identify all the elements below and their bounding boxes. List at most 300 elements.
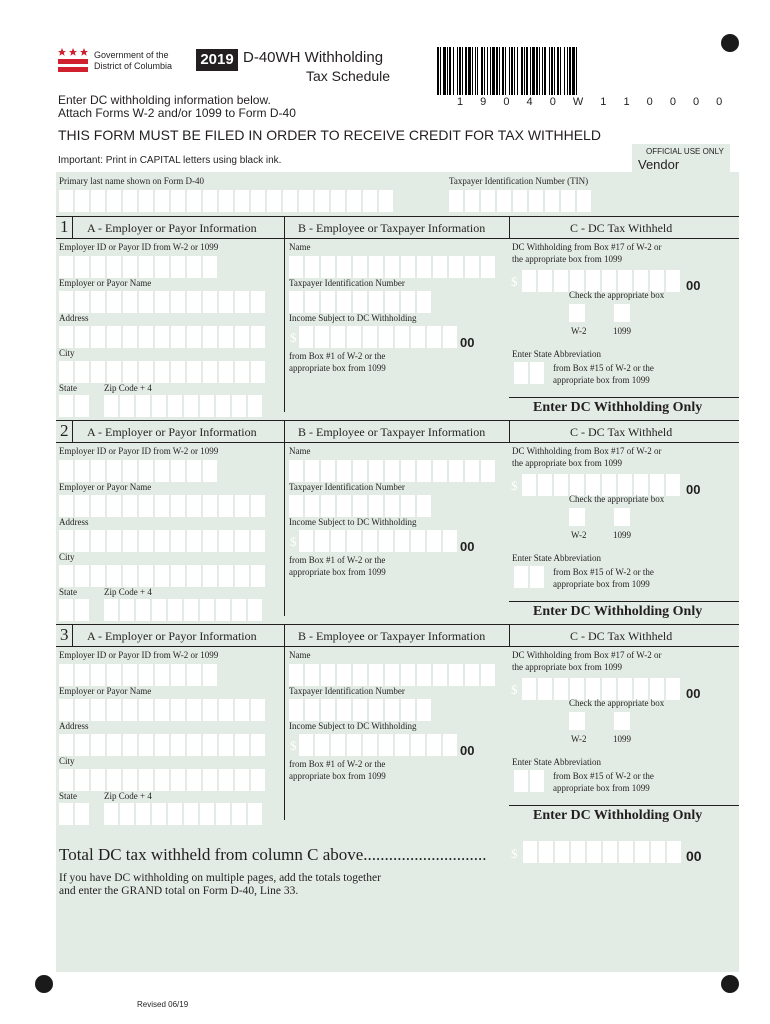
char-box[interactable] [155, 699, 169, 721]
char-box[interactable] [232, 395, 246, 417]
dc-withheld-input[interactable] [522, 474, 680, 496]
char-box[interactable] [219, 291, 233, 313]
char-box[interactable] [443, 734, 457, 756]
char-box[interactable] [155, 326, 169, 348]
char-box[interactable] [219, 699, 233, 721]
char-box[interactable] [305, 699, 319, 721]
char-box[interactable] [59, 664, 73, 686]
char-box[interactable] [91, 664, 105, 686]
char-box[interactable] [514, 362, 528, 384]
char-box[interactable] [107, 291, 121, 313]
char-box[interactable] [168, 599, 182, 621]
char-box[interactable] [232, 803, 246, 825]
char-box[interactable] [289, 664, 303, 686]
char-box[interactable] [321, 699, 335, 721]
char-box[interactable] [171, 734, 185, 756]
employer-name-input[interactable] [59, 495, 265, 517]
char-box[interactable] [385, 495, 399, 517]
char-box[interactable] [315, 190, 329, 212]
char-box[interactable] [522, 474, 536, 496]
char-box[interactable] [634, 678, 648, 700]
address-input[interactable] [59, 734, 265, 756]
char-box[interactable] [171, 530, 185, 552]
char-box[interactable] [75, 395, 89, 417]
char-box[interactable] [123, 291, 137, 313]
char-box[interactable] [427, 734, 441, 756]
char-box[interactable] [200, 599, 214, 621]
char-box[interactable] [538, 474, 552, 496]
char-box[interactable] [395, 530, 409, 552]
char-box[interactable] [59, 460, 73, 482]
char-box[interactable] [305, 495, 319, 517]
char-box[interactable] [353, 699, 367, 721]
char-box[interactable] [120, 599, 134, 621]
char-box[interactable] [59, 699, 73, 721]
char-box[interactable] [75, 599, 89, 621]
char-box[interactable] [187, 664, 201, 686]
dc-withheld-input[interactable] [522, 678, 680, 700]
char-box[interactable] [433, 460, 447, 482]
char-box[interactable] [417, 699, 431, 721]
char-box[interactable] [203, 495, 217, 517]
char-box[interactable] [155, 495, 169, 517]
char-box[interactable] [91, 460, 105, 482]
char-box[interactable] [379, 734, 393, 756]
char-box[interactable] [650, 474, 664, 496]
char-box[interactable] [385, 291, 399, 313]
char-box[interactable] [152, 599, 166, 621]
state-abbrev-input[interactable] [514, 566, 544, 588]
char-box[interactable] [417, 495, 431, 517]
char-box[interactable] [107, 565, 121, 587]
char-box[interactable] [187, 495, 201, 517]
char-box[interactable] [184, 395, 198, 417]
city-input[interactable] [59, 769, 265, 791]
char-box[interactable] [136, 803, 150, 825]
char-box[interactable] [363, 326, 377, 348]
char-box[interactable] [155, 190, 169, 212]
taxpayer-name-input[interactable] [289, 664, 495, 686]
char-box[interactable] [235, 326, 249, 348]
char-box[interactable] [417, 460, 431, 482]
char-box[interactable] [91, 734, 105, 756]
char-box[interactable] [395, 734, 409, 756]
char-box[interactable] [411, 326, 425, 348]
char-box[interactable] [363, 734, 377, 756]
char-box[interactable] [385, 664, 399, 686]
char-box[interactable] [522, 678, 536, 700]
char-box[interactable] [251, 530, 265, 552]
char-box[interactable] [248, 599, 262, 621]
char-box[interactable] [315, 530, 329, 552]
char-box[interactable] [634, 270, 648, 292]
char-box[interactable] [171, 326, 185, 348]
char-box[interactable] [91, 530, 105, 552]
char-box[interactable] [171, 664, 185, 686]
char-box[interactable] [289, 291, 303, 313]
char-box[interactable] [619, 841, 633, 863]
state-abbrev-input[interactable] [514, 770, 544, 792]
char-box[interactable] [139, 190, 153, 212]
char-box[interactable] [305, 664, 319, 686]
char-box[interactable] [369, 699, 383, 721]
char-box[interactable] [417, 291, 431, 313]
zip-input[interactable] [104, 599, 262, 621]
char-box[interactable] [385, 256, 399, 278]
char-box[interactable] [123, 190, 137, 212]
char-box[interactable] [618, 474, 632, 496]
char-box[interactable] [251, 734, 265, 756]
zip-input[interactable] [104, 803, 262, 825]
char-box[interactable] [299, 326, 313, 348]
char-box[interactable] [200, 395, 214, 417]
char-box[interactable] [171, 460, 185, 482]
city-input[interactable] [59, 565, 265, 587]
taxpayer-name-input[interactable] [289, 460, 495, 482]
char-box[interactable] [667, 841, 681, 863]
char-box[interactable] [449, 190, 463, 212]
char-box[interactable] [123, 530, 137, 552]
employer-name-input[interactable] [59, 291, 265, 313]
char-box[interactable] [481, 460, 495, 482]
char-box[interactable] [465, 256, 479, 278]
char-box[interactable] [554, 678, 568, 700]
employer-id-input[interactable] [59, 460, 217, 482]
char-box[interactable] [650, 270, 664, 292]
char-box[interactable] [59, 734, 73, 756]
char-box[interactable] [529, 190, 543, 212]
char-box[interactable] [554, 474, 568, 496]
char-box[interactable] [203, 664, 217, 686]
char-box[interactable] [522, 270, 536, 292]
char-box[interactable] [321, 460, 335, 482]
char-box[interactable] [353, 664, 367, 686]
char-box[interactable] [219, 565, 233, 587]
char-box[interactable] [91, 495, 105, 517]
char-box[interactable] [107, 361, 121, 383]
char-box[interactable] [433, 664, 447, 686]
char-box[interactable] [187, 190, 201, 212]
char-box[interactable] [635, 841, 649, 863]
char-box[interactable] [171, 361, 185, 383]
char-box[interactable] [203, 361, 217, 383]
char-box[interactable] [203, 699, 217, 721]
char-box[interactable] [155, 769, 169, 791]
income-input[interactable] [299, 530, 457, 552]
char-box[interactable] [219, 734, 233, 756]
char-box[interactable] [433, 256, 447, 278]
char-box[interactable] [555, 841, 569, 863]
char-box[interactable] [305, 256, 319, 278]
char-box[interactable] [219, 769, 233, 791]
checkbox-w2[interactable] [569, 304, 585, 322]
char-box[interactable] [59, 190, 73, 212]
char-box[interactable] [123, 699, 137, 721]
char-box[interactable] [363, 530, 377, 552]
char-box[interactable] [666, 678, 680, 700]
char-box[interactable] [401, 256, 415, 278]
char-box[interactable] [123, 495, 137, 517]
char-box[interactable] [379, 190, 393, 212]
char-box[interactable] [107, 495, 121, 517]
char-box[interactable] [203, 769, 217, 791]
char-box[interactable] [331, 530, 345, 552]
char-box[interactable] [337, 291, 351, 313]
char-box[interactable] [251, 326, 265, 348]
char-box[interactable] [75, 769, 89, 791]
char-box[interactable] [75, 361, 89, 383]
char-box[interactable] [337, 664, 351, 686]
char-box[interactable] [104, 803, 118, 825]
char-box[interactable] [427, 530, 441, 552]
char-box[interactable] [513, 190, 527, 212]
char-box[interactable] [107, 326, 121, 348]
char-box[interactable] [235, 291, 249, 313]
char-box[interactable] [123, 769, 137, 791]
char-box[interactable] [75, 495, 89, 517]
zip-input[interactable] [104, 395, 262, 417]
char-box[interactable] [75, 664, 89, 686]
char-box[interactable] [449, 664, 463, 686]
char-box[interactable] [219, 495, 233, 517]
char-box[interactable] [75, 530, 89, 552]
char-box[interactable] [586, 270, 600, 292]
char-box[interactable] [91, 326, 105, 348]
char-box[interactable] [120, 395, 134, 417]
char-box[interactable] [136, 395, 150, 417]
char-box[interactable] [248, 803, 262, 825]
char-box[interactable] [203, 530, 217, 552]
char-box[interactable] [235, 361, 249, 383]
char-box[interactable] [530, 566, 544, 588]
char-box[interactable] [187, 291, 201, 313]
char-box[interactable] [75, 326, 89, 348]
char-box[interactable] [232, 599, 246, 621]
char-box[interactable] [216, 395, 230, 417]
char-box[interactable] [187, 565, 201, 587]
char-box[interactable] [545, 190, 559, 212]
char-box[interactable] [91, 699, 105, 721]
checkbox-w2[interactable] [569, 712, 585, 730]
char-box[interactable] [353, 256, 367, 278]
char-box[interactable] [168, 395, 182, 417]
char-box[interactable] [59, 291, 73, 313]
char-box[interactable] [59, 495, 73, 517]
income-input[interactable] [299, 734, 457, 756]
char-box[interactable] [289, 256, 303, 278]
char-box[interactable] [449, 460, 463, 482]
char-box[interactable] [570, 474, 584, 496]
char-box[interactable] [385, 460, 399, 482]
employer-name-input[interactable] [59, 699, 265, 721]
char-box[interactable] [139, 769, 153, 791]
taxpayer-name-input[interactable] [289, 256, 495, 278]
char-box[interactable] [602, 474, 616, 496]
char-box[interactable] [91, 565, 105, 587]
char-box[interactable] [650, 678, 664, 700]
char-box[interactable] [443, 530, 457, 552]
char-box[interactable] [91, 769, 105, 791]
char-box[interactable] [59, 395, 73, 417]
char-box[interactable] [171, 495, 185, 517]
char-box[interactable] [75, 803, 89, 825]
char-box[interactable] [321, 291, 335, 313]
char-box[interactable] [401, 664, 415, 686]
char-box[interactable] [75, 291, 89, 313]
char-box[interactable] [187, 734, 201, 756]
address-input[interactable] [59, 530, 265, 552]
char-box[interactable] [331, 734, 345, 756]
char-box[interactable] [187, 256, 201, 278]
taxpayer-tin-input[interactable] [289, 699, 431, 721]
char-box[interactable] [152, 803, 166, 825]
char-box[interactable] [353, 495, 367, 517]
char-box[interactable] [139, 530, 153, 552]
char-box[interactable] [235, 530, 249, 552]
char-box[interactable] [107, 530, 121, 552]
char-box[interactable] [59, 599, 73, 621]
char-box[interactable] [283, 190, 297, 212]
char-box[interactable] [369, 291, 383, 313]
state-input[interactable] [59, 803, 89, 825]
char-box[interactable] [401, 495, 415, 517]
char-box[interactable] [251, 565, 265, 587]
char-box[interactable] [171, 565, 185, 587]
checkbox-1099[interactable] [614, 508, 630, 526]
dc-withheld-input[interactable] [522, 270, 680, 292]
char-box[interactable] [602, 678, 616, 700]
char-box[interactable] [347, 734, 361, 756]
char-box[interactable] [152, 395, 166, 417]
income-input[interactable] [299, 326, 457, 348]
char-box[interactable] [123, 256, 137, 278]
total-input[interactable] [523, 841, 681, 863]
char-box[interactable] [59, 565, 73, 587]
char-box[interactable] [267, 190, 281, 212]
char-box[interactable] [321, 256, 335, 278]
char-box[interactable] [155, 460, 169, 482]
state-input[interactable] [59, 599, 89, 621]
char-box[interactable] [171, 256, 185, 278]
char-box[interactable] [514, 770, 528, 792]
char-box[interactable] [59, 769, 73, 791]
char-box[interactable] [305, 460, 319, 482]
char-box[interactable] [91, 190, 105, 212]
char-box[interactable] [203, 734, 217, 756]
char-box[interactable] [369, 460, 383, 482]
char-box[interactable] [136, 599, 150, 621]
char-box[interactable] [59, 326, 73, 348]
char-box[interactable] [187, 769, 201, 791]
char-box[interactable] [561, 190, 575, 212]
char-box[interactable] [235, 734, 249, 756]
char-box[interactable] [347, 530, 361, 552]
char-box[interactable] [347, 326, 361, 348]
char-box[interactable] [200, 803, 214, 825]
char-box[interactable] [123, 565, 137, 587]
char-box[interactable] [155, 664, 169, 686]
char-box[interactable] [251, 699, 265, 721]
char-box[interactable] [411, 530, 425, 552]
char-box[interactable] [107, 664, 121, 686]
checkbox-1099[interactable] [614, 712, 630, 730]
char-box[interactable] [514, 566, 528, 588]
char-box[interactable] [59, 530, 73, 552]
employer-id-input[interactable] [59, 664, 217, 686]
char-box[interactable] [75, 734, 89, 756]
char-box[interactable] [123, 326, 137, 348]
char-box[interactable] [219, 190, 233, 212]
char-box[interactable] [251, 769, 265, 791]
char-box[interactable] [139, 256, 153, 278]
char-box[interactable] [203, 256, 217, 278]
char-box[interactable] [235, 495, 249, 517]
char-box[interactable] [353, 291, 367, 313]
char-box[interactable] [171, 699, 185, 721]
char-box[interactable] [139, 565, 153, 587]
state-abbrev-input[interactable] [514, 362, 544, 384]
char-box[interactable] [315, 734, 329, 756]
char-box[interactable] [75, 190, 89, 212]
char-box[interactable] [203, 565, 217, 587]
char-box[interactable] [427, 326, 441, 348]
char-box[interactable] [216, 803, 230, 825]
char-box[interactable] [523, 841, 537, 863]
city-input[interactable] [59, 361, 265, 383]
char-box[interactable] [187, 460, 201, 482]
char-box[interactable] [666, 270, 680, 292]
char-box[interactable] [251, 361, 265, 383]
taxpayer-tin-input[interactable] [289, 291, 431, 313]
char-box[interactable] [337, 460, 351, 482]
char-box[interactable] [155, 291, 169, 313]
char-box[interactable] [155, 565, 169, 587]
char-box[interactable] [75, 460, 89, 482]
char-box[interactable] [235, 565, 249, 587]
char-box[interactable] [337, 256, 351, 278]
char-box[interactable] [530, 362, 544, 384]
checkbox-w2[interactable] [569, 508, 585, 526]
state-input[interactable] [59, 395, 89, 417]
char-box[interactable] [104, 395, 118, 417]
char-box[interactable] [417, 664, 431, 686]
char-box[interactable] [155, 256, 169, 278]
char-box[interactable] [59, 361, 73, 383]
char-box[interactable] [235, 769, 249, 791]
char-box[interactable] [187, 530, 201, 552]
char-box[interactable] [184, 599, 198, 621]
char-box[interactable] [155, 734, 169, 756]
char-box[interactable] [104, 599, 118, 621]
char-box[interactable] [666, 474, 680, 496]
char-box[interactable] [571, 841, 585, 863]
taxpayer-tin-input[interactable] [289, 495, 431, 517]
char-box[interactable] [203, 326, 217, 348]
char-box[interactable] [59, 803, 73, 825]
char-box[interactable] [395, 326, 409, 348]
char-box[interactable] [603, 841, 617, 863]
char-box[interactable] [353, 460, 367, 482]
char-box[interactable] [411, 734, 425, 756]
char-box[interactable] [481, 190, 495, 212]
char-box[interactable] [289, 495, 303, 517]
char-box[interactable] [139, 734, 153, 756]
char-box[interactable] [168, 803, 182, 825]
char-box[interactable] [171, 769, 185, 791]
char-box[interactable] [75, 565, 89, 587]
char-box[interactable] [120, 803, 134, 825]
char-box[interactable] [347, 190, 361, 212]
